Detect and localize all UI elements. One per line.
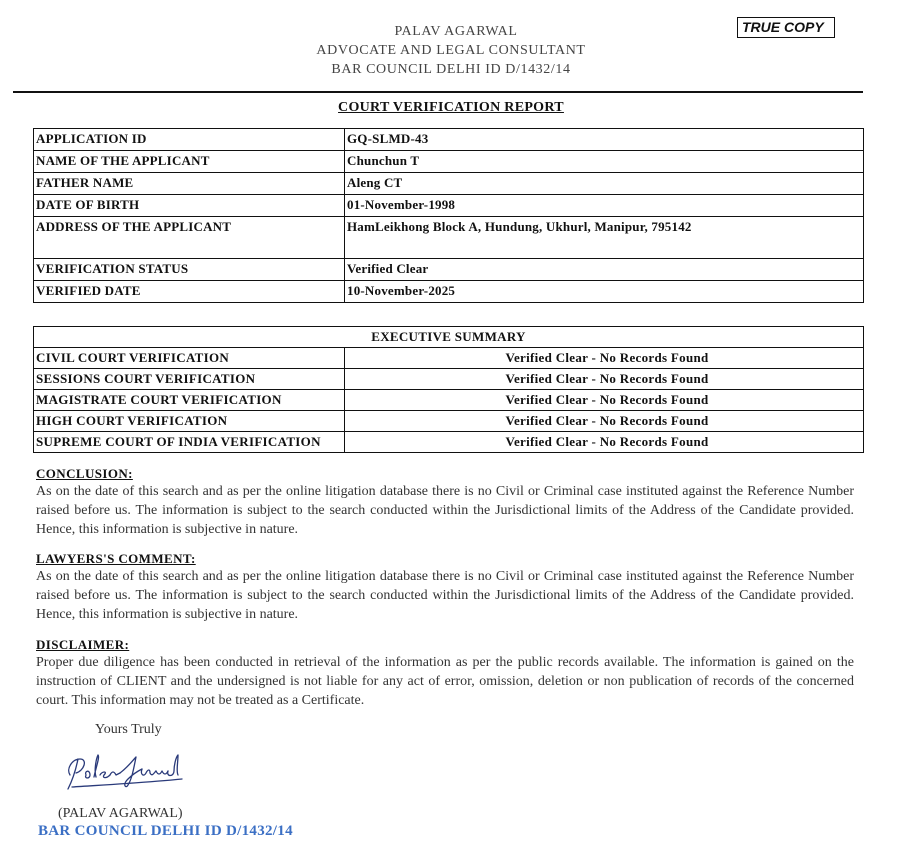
court-result: Verified Clear - No Records Found bbox=[345, 390, 864, 411]
table-row bbox=[34, 259, 864, 281]
table-header-row bbox=[34, 327, 864, 348]
field-value: GQ-SLMD-43 bbox=[345, 129, 864, 151]
header-divider bbox=[13, 91, 863, 93]
conclusion-section bbox=[36, 466, 854, 539]
table-row bbox=[34, 217, 864, 259]
court-result: Verified Clear - No Records Found bbox=[345, 432, 864, 453]
disclaimer-heading: DISCLAIMER: bbox=[36, 637, 130, 652]
table-row bbox=[34, 129, 864, 151]
table-row bbox=[34, 281, 864, 303]
field-value: Aleng CT bbox=[345, 173, 864, 195]
field-value: Chunchun T bbox=[345, 151, 864, 173]
conclusion-heading: CONCLUSION: bbox=[36, 466, 133, 481]
closing-salutation: Yours Truly bbox=[95, 722, 162, 737]
executive-summary-table bbox=[33, 326, 864, 453]
disclaimer-section bbox=[36, 637, 854, 710]
signatory-name: (PALAV AGARWAL) bbox=[58, 806, 183, 821]
conclusion-text: As on the date of this search and as per the online litigation database there is no Civil or Criminal case instituted against the Reference Number raised before us. The information is subject to the search conducted within the Jurisdictional limits of the Address of the Candidate provided. Hence, this information is subjective in nature. bbox=[36, 484, 854, 537]
true-copy-stamp: TRUE COPY bbox=[737, 17, 835, 38]
field-value: Verified Clear bbox=[345, 259, 864, 281]
advocate-name: PALAV AGARWAL bbox=[394, 24, 518, 39]
field-label: NAME OF THE APPLICANT bbox=[34, 151, 345, 173]
signature-icon bbox=[62, 745, 192, 800]
table-row bbox=[34, 195, 864, 217]
lawyers-comment-text: As on the date of this search and as per the online litigation database there is no Civil or Criminal case instituted against the Reference Number raised before us. The information is subject to the search conducted within the Jurisdictional limits of the Address of the Candidate provided. Hence, this information is subjective in nature. bbox=[36, 569, 854, 622]
table-row bbox=[34, 369, 864, 390]
court-result: Verified Clear - No Records Found bbox=[345, 411, 864, 432]
court-label: SESSIONS COURT VERIFICATION bbox=[34, 369, 345, 390]
executive-summary-heading: EXECUTIVE SUMMARY bbox=[34, 327, 864, 348]
lawyers-comment-section bbox=[36, 551, 854, 624]
court-result: Verified Clear - No Records Found bbox=[345, 348, 864, 369]
advocate-bar-id: BAR COUNCIL DELHI ID D/1432/14 bbox=[331, 62, 571, 77]
field-value: HamLeikhong Block A, Hundung, Ukhurl, Manipur, 795142 bbox=[345, 217, 864, 259]
signatory-bar-id: BAR COUNCIL DELHI ID D/1432/14 bbox=[38, 823, 293, 839]
field-label: VERIFICATION STATUS bbox=[34, 259, 345, 281]
table-row bbox=[34, 151, 864, 173]
court-label: MAGISTRATE COURT VERIFICATION bbox=[34, 390, 345, 411]
disclaimer-text: Proper due diligence has been conducted in retrieval of the information as per the public records available. The information is gained on the instruction of CLIENT and the undersigned is not liable for any act of error, omission, deletion or non publication of records of the concerned court. This information may not be treated as a Certificate. bbox=[36, 655, 854, 708]
field-value: 10-November-2025 bbox=[345, 281, 864, 303]
field-label: APPLICATION ID bbox=[34, 129, 345, 151]
court-label: HIGH COURT VERIFICATION bbox=[34, 411, 345, 432]
table-row bbox=[34, 390, 864, 411]
court-label: CIVIL COURT VERIFICATION bbox=[34, 348, 345, 369]
field-label: VERIFIED DATE bbox=[34, 281, 345, 303]
applicant-details-table bbox=[33, 128, 864, 303]
table-row bbox=[34, 173, 864, 195]
field-label: ADDRESS OF THE APPLICANT bbox=[34, 217, 345, 259]
report-title: COURT VERIFICATION REPORT bbox=[338, 100, 564, 115]
court-result: Verified Clear - No Records Found bbox=[345, 369, 864, 390]
lawyers-comment-heading: LAWYERS'S COMMENT: bbox=[36, 551, 196, 566]
table-row bbox=[34, 411, 864, 432]
field-value: 01-November-1998 bbox=[345, 195, 864, 217]
court-label: SUPREME COURT OF INDIA VERIFICATION bbox=[34, 432, 345, 453]
field-label: DATE OF BIRTH bbox=[34, 195, 345, 217]
field-label: FATHER NAME bbox=[34, 173, 345, 195]
advocate-designation: ADVOCATE AND LEGAL CONSULTANT bbox=[316, 43, 586, 58]
table-row bbox=[34, 348, 864, 369]
table-row bbox=[34, 432, 864, 453]
